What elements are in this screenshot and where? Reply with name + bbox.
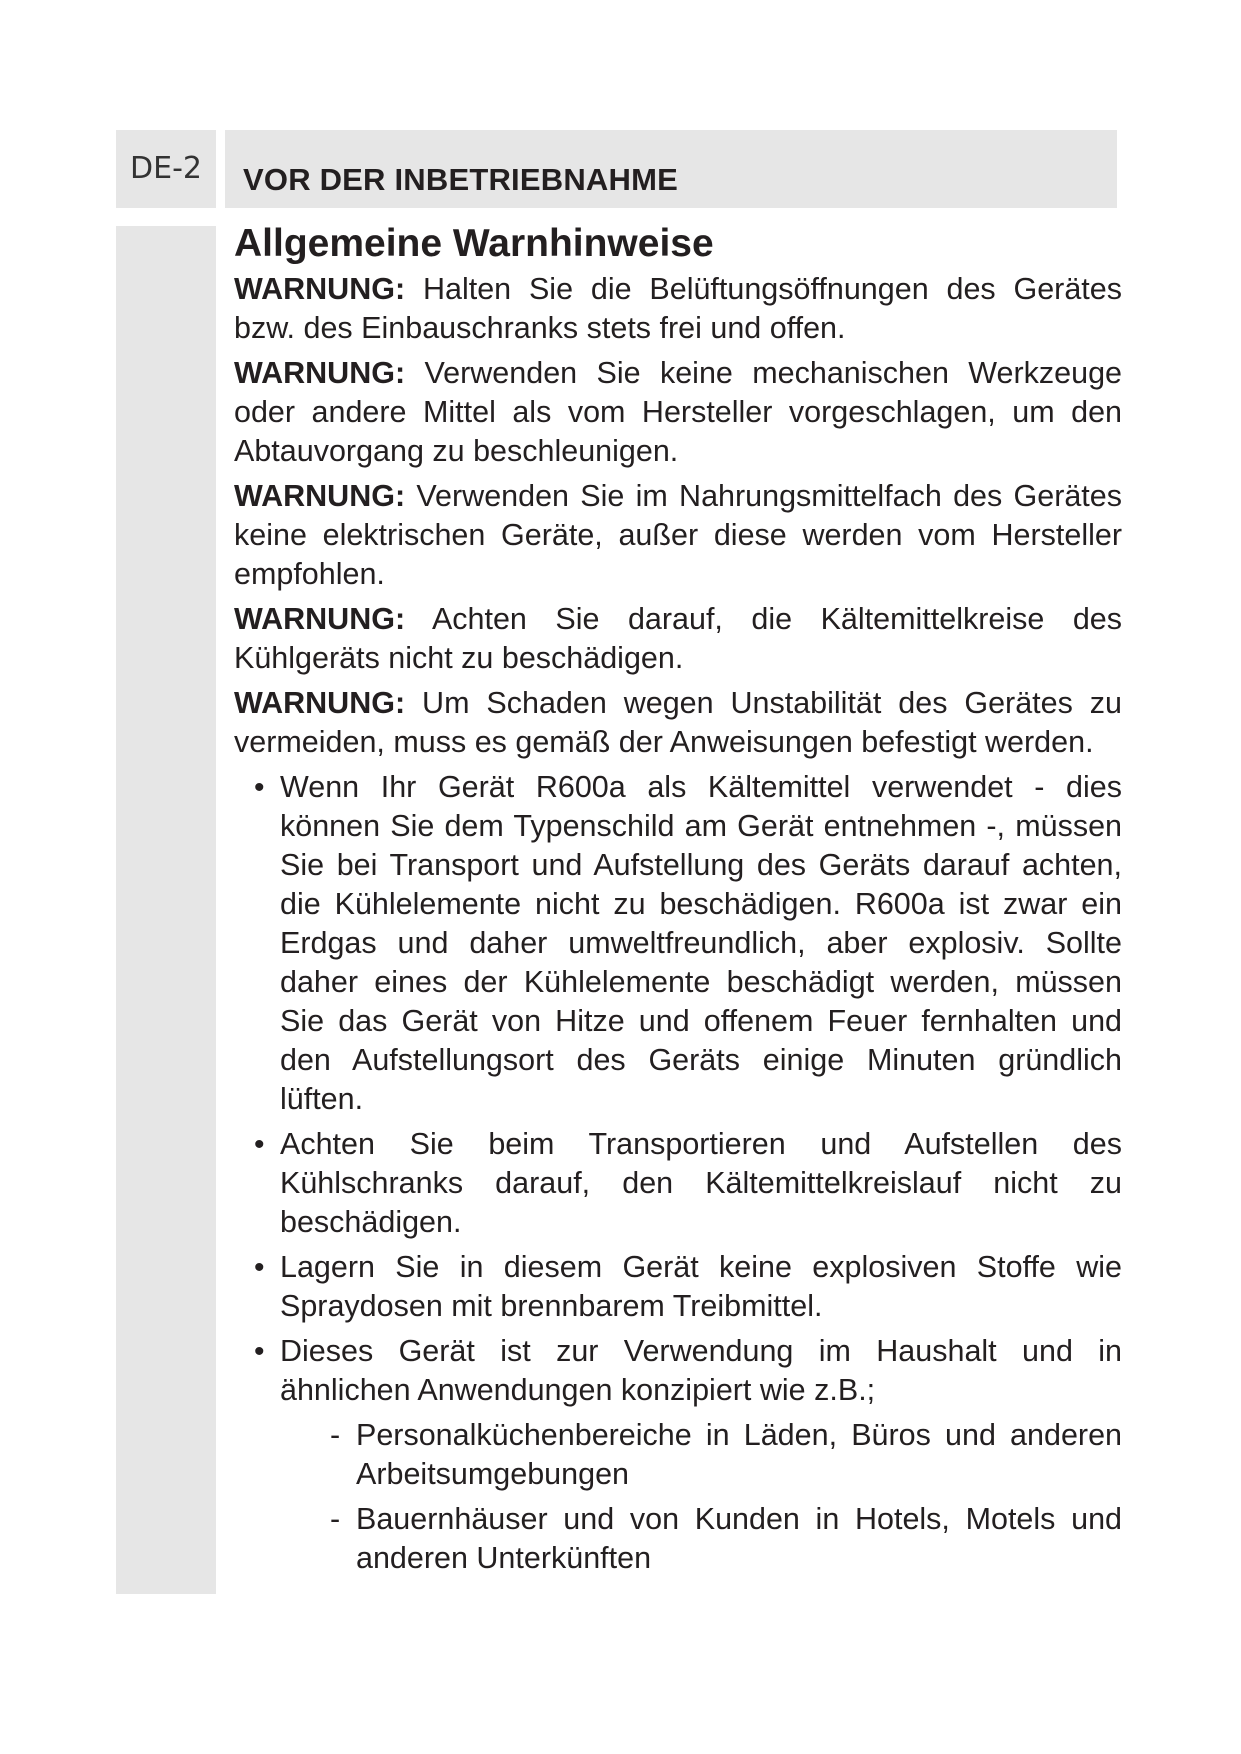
list-item-text: Achten Sie beim Transportieren und Aufstellen des Kühlschranks darauf, den Kältemittelkreislauf nicht zu beschädigen. [280, 1127, 1122, 1239]
warning-paragraph [234, 270, 1122, 348]
warning-label: WARNUNG: [234, 686, 406, 720]
dash-icon: - [330, 1502, 341, 1536]
list-item-text: Dieses Gerät ist zur Verwendung im Haushalt und in ähnlichen Anwendungen konzipiert wie z.B.; [280, 1334, 1122, 1407]
warning-paragraph [234, 684, 1122, 762]
bullet-list [234, 768, 1122, 1578]
warning-label: WARNUNG: [234, 602, 406, 636]
list-item [234, 1332, 1122, 1578]
bullet-icon: • [254, 771, 265, 804]
warning-label: WARNUNG: [234, 479, 406, 513]
warning-label: WARNUNG: [234, 356, 406, 390]
content-body [234, 220, 1122, 1584]
list-item [234, 1248, 1122, 1326]
warning-paragraph [234, 354, 1122, 471]
sub-list-item [280, 1416, 1122, 1494]
page-number-label: DE-2 [116, 130, 216, 208]
bullet-icon: • [254, 1335, 265, 1368]
sub-list [280, 1416, 1122, 1578]
warning-text: Verwenden Sie im Nahrungsmittelfach des Gerätes keine elektrischen Geräte, außer diese werden vom Hersteller empfohlen. [234, 479, 1122, 591]
list-item [234, 1125, 1122, 1242]
warning-paragraph [234, 477, 1122, 594]
side-margin-bar [116, 226, 216, 1594]
page-heading: Allgemeine Warnhinweise [234, 222, 714, 265]
sub-list-item [280, 1500, 1122, 1578]
bullet-icon: • [254, 1251, 265, 1284]
list-item-text: Wenn Ihr Gerät R600a als Kältemittel verwendet - dies können Sie dem Typenschild am Gerät entnehmen -, müssen Sie bei Transport und Aufstellung des Geräts darauf achten, die Kühlelemente nicht zu beschädigen. R600a ist zwar ein Erdgas und daher umweltfreundlich, aber explosiv. Sollte daher eines der Kühlelemente beschädigt werden, müssen Sie das Gerät von Hitze und offenem Feuer fernhalten und den Aufstellungsort des Geräts einige Minuten gründlich lüften. [280, 770, 1122, 1116]
section-header: VOR DER INBETRIEBNAHME [225, 130, 1117, 208]
sub-list-item-text: Personalküchenbereiche in Läden, Büros und anderen Arbeitsumgebungen [356, 1418, 1122, 1491]
dash-icon: - [330, 1418, 341, 1452]
warning-text: Halten Sie die Belüftungsöffnungen des Gerätes bzw. des Einbauschranks stets frei und offen. [234, 272, 1122, 345]
sub-list-item-text: Bauernhäuser und von Kunden in Hotels, Motels und anderen Unterkünften [356, 1502, 1122, 1575]
list-item [234, 768, 1122, 1119]
bullet-icon: • [254, 1128, 265, 1161]
warning-label: WARNUNG: [234, 272, 406, 306]
list-item-text: Lagern Sie in diesem Gerät keine explosiven Stoffe wie Spraydosen mit brennbarem Treibmittel. [280, 1250, 1122, 1323]
warning-text: Achten Sie darauf, die Kältemittelkreise des Kühlgeräts nicht zu beschädigen. [234, 602, 1122, 675]
warning-text: Verwenden Sie keine mechanischen Werkzeuge oder andere Mittel als vom Hersteller vorgeschlagen, um den Abtauvorgang zu beschleunigen. [234, 356, 1122, 468]
warning-paragraph [234, 600, 1122, 678]
warning-text: Um Schaden wegen Unstabilität des Gerätes zu vermeiden, muss es gemäß der Anweisungen befestigt werden. [234, 686, 1122, 759]
